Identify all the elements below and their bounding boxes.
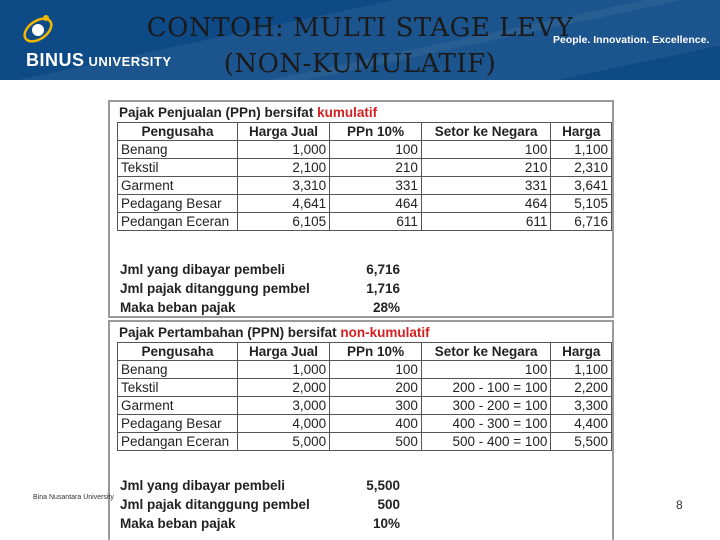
summary-label: Jml pajak ditanggung pembel: [120, 281, 310, 296]
table-cell: Garment: [118, 397, 238, 415]
table-header-row: [118, 343, 612, 361]
table-row: [118, 141, 612, 159]
table-panel-kumulatif: [108, 100, 614, 318]
summary-row: [120, 262, 400, 281]
column-header: Harga: [551, 123, 612, 141]
column-header: Harga Jual: [237, 123, 329, 141]
table-cell: Benang: [118, 141, 238, 159]
summary-label: Jml yang dibayar pembeli: [120, 478, 286, 493]
table-cell: 4,641: [237, 195, 329, 213]
table-cell: Garment: [118, 177, 238, 195]
summary-row: [120, 516, 400, 535]
column-header: PPn 10%: [330, 123, 422, 141]
table-cell: 4,400: [551, 415, 612, 433]
table-row: [118, 361, 612, 379]
table-cell: 1,000: [237, 141, 329, 159]
summary-row: [120, 300, 400, 319]
table-row: [118, 415, 612, 433]
table-caption: Pajak Penjualan (PPn) bersifat kumulatif: [119, 105, 378, 120]
table-caption: Pajak Pertambahan (PPN) bersifat non-kumulatif: [119, 325, 430, 340]
table-cell: 3,300: [551, 397, 612, 415]
table-cell: 4,000: [237, 415, 329, 433]
table-cell: 611: [330, 213, 422, 231]
table-row: [118, 213, 612, 231]
table-cell: 464: [330, 195, 422, 213]
table-cell: 1,100: [551, 141, 612, 159]
table-row: [118, 397, 612, 415]
summary-value: 10%: [372, 516, 400, 531]
table-cell: 100: [421, 141, 551, 159]
table-cell: 210: [421, 159, 551, 177]
table-cell: 100: [421, 361, 551, 379]
summary-label: Jml pajak ditanggung pembel: [120, 497, 310, 512]
page-number: 8: [676, 498, 683, 512]
table-cell: 100: [330, 361, 422, 379]
table-cell: Tekstil: [118, 159, 238, 177]
table-cell: 500 - 400 = 100: [421, 433, 551, 451]
table-cell: Tekstil: [118, 379, 238, 397]
table-cell: 210: [330, 159, 422, 177]
brand-name: BINUS UNIVERSITY: [26, 50, 172, 70]
table-row: [118, 433, 612, 451]
table-cell: 1,000: [237, 361, 329, 379]
table-cell: 1,100: [551, 361, 612, 379]
summary-block: [120, 262, 400, 319]
summary-value: 6,716: [366, 262, 400, 277]
column-header: Pengusaha: [118, 343, 238, 361]
title-line-1: CONTOH: MULTI STAGE LEVY: [146, 13, 574, 43]
summary-value: 500: [377, 497, 400, 512]
table-row: [118, 177, 612, 195]
table-cell: 100: [330, 141, 422, 159]
title-line-2: (NON-KUMULATIF): [223, 49, 497, 79]
summary-row: [120, 478, 400, 497]
summary-label: Maka beban pajak: [120, 300, 236, 315]
table-cell: 2,000: [237, 379, 329, 397]
summary-row: [120, 281, 400, 300]
table-cell: Pedangan Eceran: [118, 433, 238, 451]
table-cell: Pedagang Besar: [118, 195, 238, 213]
table-row: [118, 159, 612, 177]
table-cell: 500: [330, 433, 422, 451]
ppn-kumulatif-table: [117, 122, 612, 231]
ppn-non-kumulatif-table: [117, 342, 612, 451]
column-header: Harga: [551, 343, 612, 361]
table-row: [118, 379, 612, 397]
table-cell: 3,641: [551, 177, 612, 195]
table-cell: 300 - 200 = 100: [421, 397, 551, 415]
table-cell: Pedangan Eceran: [118, 213, 238, 231]
table-cell: 400 - 300 = 100: [421, 415, 551, 433]
column-header: Harga Jual: [237, 343, 329, 361]
table-cell: 2,200: [551, 379, 612, 397]
table-cell: 3,000: [237, 397, 329, 415]
table-cell: Benang: [118, 361, 238, 379]
table-cell: 331: [421, 177, 551, 195]
table-cell: 6,716: [551, 213, 612, 231]
summary-value: 28%: [372, 300, 400, 315]
summary-block: [120, 478, 400, 535]
table-cell: 3,310: [237, 177, 329, 195]
summary-row: [120, 497, 400, 516]
table-cell: 200: [330, 379, 422, 397]
summary-label: Jml yang dibayar pembeli: [120, 262, 286, 277]
binus-emblem-icon: [18, 8, 58, 48]
table-cell: 300: [330, 397, 422, 415]
table-cell: 331: [330, 177, 422, 195]
table-cell: 2,100: [237, 159, 329, 177]
table-cell: 5,000: [237, 433, 329, 451]
table-row: [118, 195, 612, 213]
footer-organization: Bina Nusantara University: [33, 494, 114, 501]
summary-value: 5,500: [366, 478, 400, 493]
table-cell: 2,310: [551, 159, 612, 177]
column-header: PPn 10%: [330, 343, 422, 361]
column-header: Pengusaha: [118, 123, 238, 141]
summary-value: 1,716: [366, 281, 400, 296]
table-cell: 400: [330, 415, 422, 433]
table-cell: 5,105: [551, 195, 612, 213]
table-cell: Pedagang Besar: [118, 415, 238, 433]
table-cell: 200 - 100 = 100: [421, 379, 551, 397]
page-title: [145, 10, 575, 82]
table-cell: 611: [421, 213, 551, 231]
tagline: People. Innovation. Excellence.: [553, 34, 710, 46]
table-cell: 5,500: [551, 433, 612, 451]
summary-label: Maka beban pajak: [120, 516, 236, 531]
table-cell: 6,105: [237, 213, 329, 231]
table-cell: 464: [421, 195, 551, 213]
column-header: Setor ke Negara: [421, 123, 551, 141]
table-panel-non-kumulatif: [108, 320, 614, 540]
column-header: Setor ke Negara: [421, 343, 551, 361]
table-header-row: [118, 123, 612, 141]
